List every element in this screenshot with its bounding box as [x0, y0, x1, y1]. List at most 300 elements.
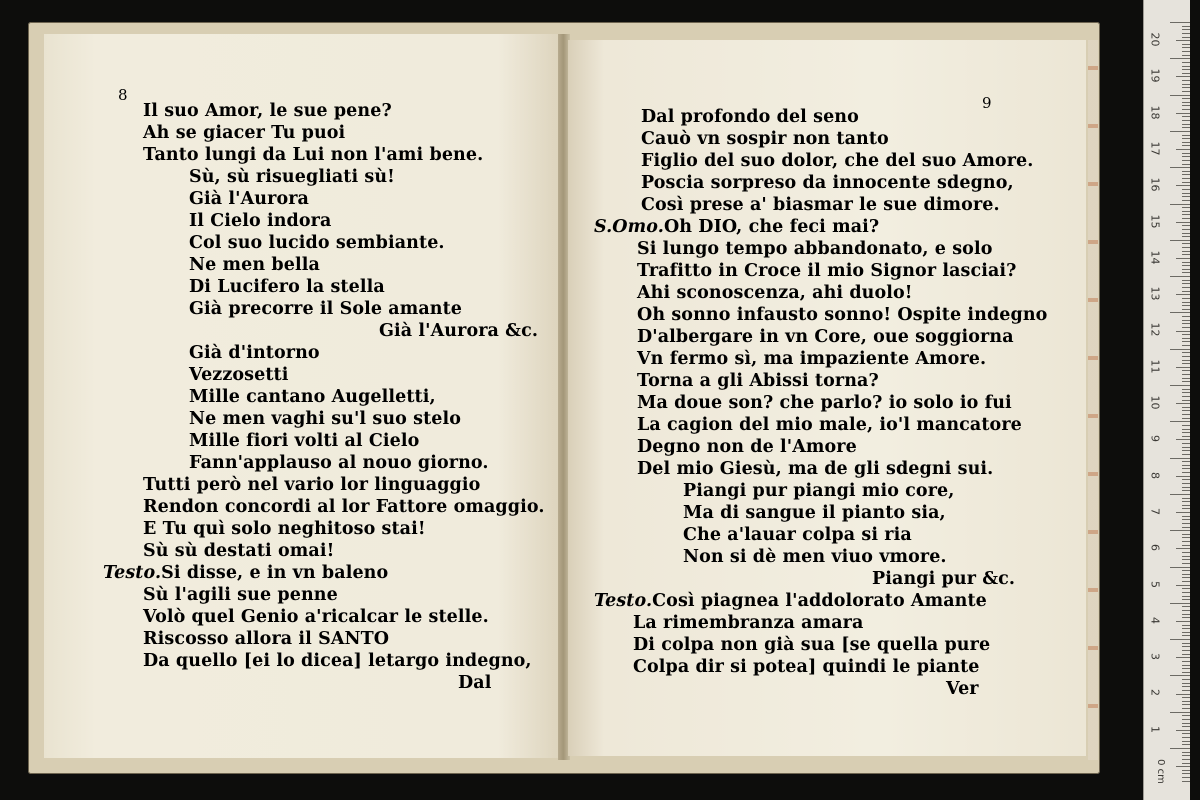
- ruler-tick: [1170, 712, 1190, 713]
- ruler-tick: [1182, 414, 1190, 415]
- ruler-tick: [1182, 574, 1190, 575]
- ruler-tick: [1182, 44, 1190, 45]
- left-line: [189, 386, 436, 408]
- left-line: [189, 210, 331, 232]
- ruler-tick: [1182, 672, 1190, 673]
- ruler-number: 7: [1148, 507, 1162, 515]
- ruler-tick: [1176, 548, 1190, 549]
- ruler-tick: [1182, 759, 1190, 760]
- ruler-tick: [1176, 294, 1190, 295]
- verse-text: Oh DIO, che feci mai?: [663, 217, 880, 237]
- ruler-tick: [1176, 621, 1190, 622]
- verse-text: Dal profondo del seno: [641, 107, 859, 127]
- verse-text: Poscia sorpreso da innocente sdegno,: [641, 173, 1014, 193]
- page-edge-strip: [1088, 40, 1098, 760]
- ruler-number: 16: [1148, 177, 1162, 192]
- right-line: [633, 656, 980, 678]
- verse-text: Sù, sù risuegliati sù!: [189, 167, 395, 187]
- ruler-tick: [1182, 309, 1190, 310]
- ruler-tick: [1170, 748, 1190, 749]
- verse-text: Ahi sconoscenza, ahi duolo!: [637, 283, 913, 303]
- ruler-tick: [1182, 443, 1190, 444]
- ruler-tick: [1182, 614, 1190, 615]
- ruler-tick: [1182, 461, 1190, 462]
- ruler-tick: [1182, 534, 1190, 535]
- ruler-tick: [1182, 265, 1190, 266]
- ruler-tick: [1182, 142, 1190, 143]
- left-line: [143, 122, 345, 144]
- ruler-tick: [1182, 552, 1190, 553]
- left-line: [143, 474, 480, 496]
- ruler-tick: [1182, 643, 1190, 644]
- right-line: [641, 128, 889, 150]
- right-line: [637, 414, 1022, 436]
- left-line: [189, 364, 288, 386]
- verse-text: Figlio del suo dolor, che del suo Amore.: [641, 151, 1034, 171]
- ruler-tick: [1182, 726, 1190, 727]
- ruler-tick: [1182, 708, 1190, 709]
- ruler-tick: [1182, 211, 1190, 212]
- left-line: [189, 254, 320, 276]
- right-line: [637, 436, 857, 458]
- ruler-tick: [1182, 327, 1190, 328]
- ruler-tick: [1182, 207, 1190, 208]
- ruler-tick: [1182, 410, 1190, 411]
- ruler-tick: [1170, 240, 1190, 241]
- ruler-tick: [1182, 334, 1190, 335]
- ruler-tick: [1182, 291, 1190, 292]
- ruler-tick: [1176, 367, 1190, 368]
- ruler-tick: [1182, 396, 1190, 397]
- ruler-tick: [1182, 483, 1190, 484]
- ruler-number: 18: [1148, 105, 1162, 120]
- ruler-tick: [1182, 654, 1190, 655]
- ruler-tick: [1176, 730, 1190, 731]
- measurement-ruler: [1143, 0, 1190, 800]
- ruler-tick: [1182, 744, 1190, 745]
- ruler-tick: [1182, 164, 1190, 165]
- ruler-unit-label: 0 cm: [1154, 759, 1166, 784]
- ruler-tick: [1182, 174, 1190, 175]
- left-line: [189, 342, 320, 364]
- left-line: [189, 430, 419, 452]
- ruler-number: 5: [1148, 580, 1162, 588]
- ruler-tick: [1176, 149, 1190, 150]
- left-line: [189, 188, 309, 210]
- ruler-tick: [1182, 287, 1190, 288]
- ruler-tick: [1176, 222, 1190, 223]
- right-line: [633, 634, 990, 656]
- verse-text: Oh sonno infausto sonno! Ospite indegno: [637, 305, 1048, 325]
- ruler-tick: [1170, 421, 1190, 422]
- ruler-tick: [1170, 312, 1190, 313]
- left-line: [143, 606, 489, 628]
- ruler-tick: [1182, 272, 1190, 273]
- ruler-tick: [1182, 316, 1190, 317]
- ruler-tick: [1182, 646, 1190, 647]
- right-line: [641, 150, 1033, 172]
- verse-text: Da quello [ei lo dicea] letargo indegno,: [143, 651, 532, 671]
- ruler-tick: [1182, 51, 1190, 52]
- ruler-tick: [1182, 429, 1190, 430]
- ruler-tick: [1182, 519, 1190, 520]
- ruler-tick: [1182, 345, 1190, 346]
- ruler-tick: [1176, 694, 1190, 695]
- ruler-tick: [1182, 62, 1190, 63]
- ruler-tick: [1182, 116, 1190, 117]
- ruler-tick: [1182, 501, 1190, 502]
- ruler-tick: [1182, 87, 1190, 88]
- verse-text: Già l'Aurora: [189, 189, 309, 209]
- ruler-tick: [1182, 47, 1190, 48]
- ruler-tick: [1182, 200, 1190, 201]
- ruler-tick: [1182, 737, 1190, 738]
- ruler-tick: [1182, 66, 1190, 67]
- ruler-tick: [1176, 185, 1190, 186]
- ruler-tick: [1182, 610, 1190, 611]
- ruler-tick: [1170, 458, 1190, 459]
- ruler-tick: [1182, 214, 1190, 215]
- left-line: [143, 650, 532, 672]
- ruler-number: 14: [1148, 250, 1162, 265]
- right-line: [683, 546, 947, 568]
- ruler-tick: [1182, 153, 1190, 154]
- ruler-tick: [1182, 251, 1190, 252]
- left-line: [143, 144, 483, 166]
- right-line: [872, 568, 1015, 590]
- ruler-tick: [1176, 476, 1190, 477]
- ruler-tick: [1170, 131, 1190, 132]
- verse-text: Che a'lauar colpa si ria: [683, 525, 912, 545]
- right-line: [594, 216, 879, 238]
- left-line: [143, 100, 392, 122]
- verse-text: D'albergare in vn Core, oue soggiorna: [637, 327, 1014, 347]
- ruler-tick: [1182, 781, 1190, 782]
- ruler-tick: [1182, 120, 1190, 121]
- ruler-tick: [1182, 26, 1190, 27]
- left-line: [189, 452, 489, 474]
- ruler-tick: [1182, 755, 1190, 756]
- ruler-tick: [1182, 363, 1190, 364]
- verse-text: E Tu quì solo neghitoso stai!: [143, 519, 426, 539]
- ruler-tick: [1182, 370, 1190, 371]
- ruler-tick: [1182, 73, 1190, 74]
- right-line: [637, 238, 992, 260]
- ruler-tick: [1182, 599, 1190, 600]
- ruler-tick: [1182, 563, 1190, 564]
- verse-text: Vn fermo sì, ma impaziente Amore.: [637, 349, 987, 369]
- ruler-tick: [1176, 512, 1190, 513]
- verse-text: Mille fiori volti al Cielo: [189, 431, 420, 451]
- ruler-tick: [1182, 171, 1190, 172]
- verse-text: Degno non de l'Amore: [637, 437, 857, 457]
- ruler-tick: [1170, 385, 1190, 386]
- ruler-number: 4: [1148, 616, 1162, 624]
- ruler-tick: [1182, 400, 1190, 401]
- ruler-tick: [1182, 280, 1190, 281]
- ruler-tick: [1182, 465, 1190, 466]
- verse-text: Di colpa non già sua [se quella pure: [633, 635, 991, 655]
- ruler-tick: [1182, 178, 1190, 179]
- verse-text: Volò quel Genio a'ricalcar le stelle.: [143, 607, 489, 627]
- right-line: [641, 172, 1014, 194]
- ruler-tick: [1182, 138, 1190, 139]
- ruler-tick: [1182, 80, 1190, 81]
- ruler-tick: [1182, 55, 1190, 56]
- verse-text: Tanto lungi da Lui non l'ami bene.: [143, 145, 484, 165]
- right-line: [633, 612, 863, 634]
- right-line: [637, 282, 913, 304]
- ruler-tick: [1182, 723, 1190, 724]
- ruler-tick: [1170, 276, 1190, 277]
- ruler-tick: [1170, 204, 1190, 205]
- verse-text: Si lungo tempo abbandonato, e solo: [637, 239, 993, 259]
- ruler-tick: [1176, 403, 1190, 404]
- ruler-tick: [1182, 447, 1190, 448]
- ruler-tick: [1182, 523, 1190, 524]
- ruler-tick: [1182, 247, 1190, 248]
- verse-text: Vezzosetti: [189, 365, 289, 385]
- ruler-tick: [1170, 530, 1190, 531]
- ruler-tick: [1182, 498, 1190, 499]
- ruler-tick: [1182, 392, 1190, 393]
- ruler-tick: [1170, 58, 1190, 59]
- verse-text: Rendon concordi al lor Fattore omaggio.: [143, 497, 545, 517]
- ruler-tick: [1182, 193, 1190, 194]
- right-line: [641, 194, 1000, 216]
- verse-text: Piangi pur &c.: [872, 569, 1016, 589]
- ruler-tick: [1182, 105, 1190, 106]
- ruler-tick: [1182, 741, 1190, 742]
- ruler-tick: [1182, 577, 1190, 578]
- ruler-tick: [1182, 360, 1190, 361]
- ruler-tick: [1182, 320, 1190, 321]
- verse-text: Trafitto in Croce il mio Signor lasciai?: [637, 261, 1017, 281]
- left-line: [189, 232, 445, 254]
- ruler-tick: [1182, 233, 1190, 234]
- ruler-tick: [1182, 298, 1190, 299]
- verse-text: Colpa dir si potea] quindi le piante: [633, 657, 980, 677]
- ruler-number: 2: [1148, 689, 1162, 697]
- ruler-tick: [1182, 91, 1190, 92]
- ruler-tick: [1170, 349, 1190, 350]
- verse-text: Dal: [458, 673, 492, 693]
- verse-text: Così prese a' biasmar le sue dimore.: [641, 195, 1000, 215]
- verse-text: Mille cantano Augelletti,: [189, 387, 436, 407]
- ruler-tick: [1182, 182, 1190, 183]
- ruler-tick: [1170, 95, 1190, 96]
- right-line: [641, 106, 859, 128]
- right-line: [637, 392, 1012, 414]
- ruler-tick: [1182, 102, 1190, 103]
- verse-text: Non si dè men viuo vmore.: [683, 547, 947, 567]
- ruler-tick: [1182, 472, 1190, 473]
- ruler-tick: [1182, 425, 1190, 426]
- speaker-label: S.Omo.: [594, 217, 664, 237]
- verse-text: Già l'Aurora &c.: [379, 321, 539, 341]
- ruler-tick: [1176, 258, 1190, 259]
- ruler-tick: [1182, 770, 1190, 771]
- ruler-tick: [1182, 508, 1190, 509]
- verse-text: Del mio Giesù, ma de gli sdegni sui.: [637, 459, 994, 479]
- verse-text: Sù sù destati omai!: [143, 541, 335, 561]
- ruler-tick: [1182, 156, 1190, 157]
- ruler-number: 3: [1148, 653, 1162, 661]
- verse-text: Riscosso allora il SANTO: [143, 629, 390, 649]
- ruler-number: 11: [1148, 359, 1162, 374]
- ruler-number: 20: [1148, 32, 1162, 47]
- ruler-tick: [1182, 704, 1190, 705]
- ruler-tick: [1182, 127, 1190, 128]
- ruler-number: 13: [1148, 286, 1162, 301]
- ruler-tick: [1182, 341, 1190, 342]
- verse-text: Tutti però nel vario lor linguaggio: [143, 475, 481, 495]
- ruler-tick: [1182, 559, 1190, 560]
- ruler-tick: [1182, 588, 1190, 589]
- ruler-tick: [1182, 69, 1190, 70]
- ruler-tick: [1182, 29, 1190, 30]
- ruler-tick: [1182, 374, 1190, 375]
- ruler-tick: [1176, 113, 1190, 114]
- ruler-tick: [1182, 262, 1190, 263]
- ruler-tick: [1182, 632, 1190, 633]
- verse-text: Il suo Amor, le sue pene?: [143, 101, 392, 121]
- verse-text: Cauò vn sospir non tanto: [641, 129, 889, 149]
- ruler-tick: [1182, 145, 1190, 146]
- ruler-tick: [1170, 603, 1190, 604]
- ruler-tick: [1182, 98, 1190, 99]
- verse-text: Fann'applauso al nouo giorno.: [189, 453, 489, 473]
- ruler-tick: [1182, 596, 1190, 597]
- left-line: [143, 496, 545, 518]
- verse-text: Si disse, e in vn baleno: [161, 563, 389, 583]
- verse-text: Ne men vaghi su'l suo stelo: [189, 409, 462, 429]
- ruler-tick: [1182, 479, 1190, 480]
- verse-text: Il Cielo indora: [189, 211, 332, 231]
- ruler-tick: [1170, 494, 1190, 495]
- ruler-tick: [1176, 657, 1190, 658]
- right-line: [683, 480, 954, 502]
- ruler-tick: [1176, 766, 1190, 767]
- ruler-tick: [1182, 581, 1190, 582]
- ruler-tick: [1176, 439, 1190, 440]
- verse-text: Già d'intorno: [189, 343, 320, 363]
- ruler-tick: [1182, 505, 1190, 506]
- ruler-tick: [1182, 683, 1190, 684]
- right-page-number: 9: [982, 94, 992, 112]
- ruler-tick: [1170, 167, 1190, 168]
- ruler-tick: [1182, 269, 1190, 270]
- ruler-tick: [1182, 661, 1190, 662]
- verse-text: La cagion del mio male, io'l mancatore: [637, 415, 1022, 435]
- ruler-tick: [1182, 135, 1190, 136]
- ruler-tick: [1182, 236, 1190, 237]
- ruler-tick: [1182, 617, 1190, 618]
- ruler-number: 10: [1148, 395, 1162, 410]
- ruler-tick: [1182, 356, 1190, 357]
- ruler-tick: [1182, 487, 1190, 488]
- ruler-number: 8: [1148, 471, 1162, 479]
- ruler-tick: [1182, 541, 1190, 542]
- left-line: [189, 276, 385, 298]
- ruler-number: 6: [1148, 544, 1162, 552]
- right-line: [637, 370, 879, 392]
- right-line: [637, 326, 1014, 348]
- ruler-tick: [1182, 697, 1190, 698]
- left-line: [103, 562, 388, 584]
- ruler-tick: [1182, 352, 1190, 353]
- ruler-tick: [1182, 124, 1190, 125]
- verse-text: Torna a gli Abissi torna?: [637, 371, 879, 391]
- ruler-tick: [1182, 516, 1190, 517]
- ruler-tick: [1182, 650, 1190, 651]
- ruler-tick: [1182, 733, 1190, 734]
- ruler-tick: [1182, 625, 1190, 626]
- ruler-tick: [1182, 84, 1190, 85]
- ruler-tick: [1182, 33, 1190, 34]
- ruler-number: 19: [1148, 68, 1162, 83]
- ruler-tick: [1182, 752, 1190, 753]
- verse-text: Ver: [946, 679, 979, 699]
- verse-text: Già precorre il Sole amante: [189, 299, 463, 319]
- left-line: [189, 166, 395, 188]
- left-page-number: 8: [118, 86, 128, 104]
- ruler-tick: [1182, 701, 1190, 702]
- ruler-tick: [1182, 389, 1190, 390]
- left-line: [189, 408, 461, 430]
- ruler-number: 17: [1148, 141, 1162, 156]
- right-line: [637, 304, 1047, 326]
- right-line: [683, 502, 946, 524]
- right-line: [637, 458, 993, 480]
- right-line: [594, 590, 987, 612]
- verse-text: Ma di sangue il pianto sia,: [683, 503, 946, 523]
- ruler-tick: [1182, 773, 1190, 774]
- ruler-tick: [1182, 628, 1190, 629]
- ruler-tick: [1182, 323, 1190, 324]
- ruler-tick: [1170, 22, 1190, 23]
- right-line: [637, 348, 986, 370]
- ruler-tick: [1182, 450, 1190, 451]
- ruler-tick: [1182, 338, 1190, 339]
- verse-text: Ma doue son? che parlo? io solo io fui: [637, 393, 1012, 413]
- right-line: [683, 524, 912, 546]
- ruler-tick: [1182, 436, 1190, 437]
- ruler-tick: [1182, 160, 1190, 161]
- ruler-number: 15: [1148, 214, 1162, 228]
- verse-text: Ne men bella: [189, 255, 320, 275]
- ruler-tick: [1182, 606, 1190, 607]
- ruler-tick: [1182, 37, 1190, 38]
- ruler-tick: [1182, 189, 1190, 190]
- left-line: [143, 518, 426, 540]
- ruler-tick: [1182, 570, 1190, 571]
- left-line: [458, 672, 491, 694]
- ruler-tick: [1182, 556, 1190, 557]
- ruler-tick: [1182, 254, 1190, 255]
- ruler-tick: [1182, 225, 1190, 226]
- ruler-number: 9: [1148, 435, 1162, 443]
- ruler-tick: [1182, 527, 1190, 528]
- ruler-tick: [1176, 76, 1190, 77]
- ruler-tick: [1170, 675, 1190, 676]
- ruler-tick: [1182, 537, 1190, 538]
- right-line: [946, 678, 979, 700]
- ruler-tick: [1182, 454, 1190, 455]
- verse-text: La rimembranza amara: [633, 613, 864, 633]
- ruler-number: 12: [1148, 322, 1162, 337]
- ruler-tick: [1182, 305, 1190, 306]
